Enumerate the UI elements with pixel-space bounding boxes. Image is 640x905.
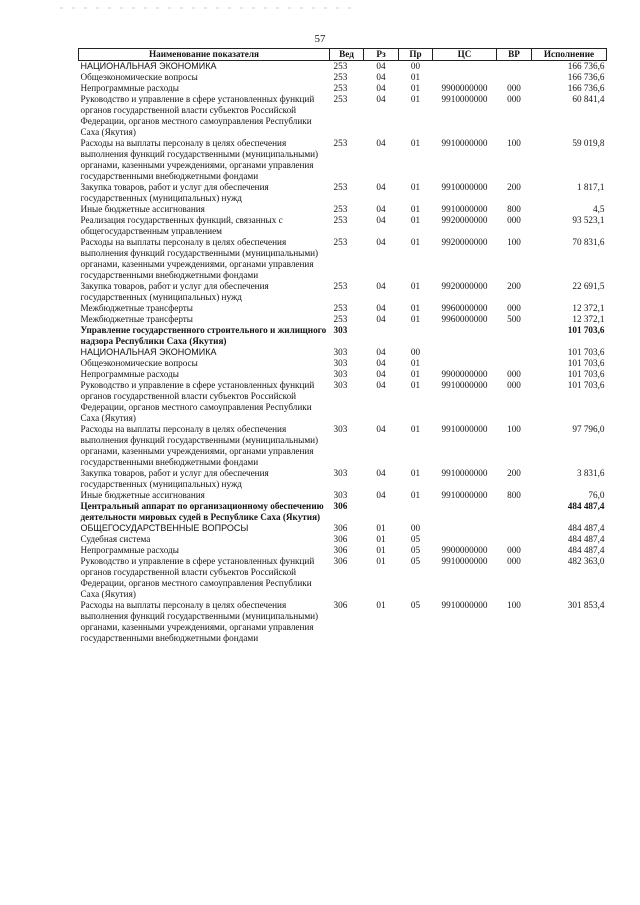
table-row <box>79 314 607 325</box>
row-rz: 01 <box>376 523 386 533</box>
row-ved: 253 <box>333 94 348 104</box>
row-rz: 04 <box>376 182 386 192</box>
row-pr: 01 <box>410 215 421 225</box>
row-ved: 303 <box>333 369 348 379</box>
row-ved: 253 <box>333 182 348 192</box>
row-rz: 04 <box>376 83 386 93</box>
header-exec: Исполнение <box>532 49 607 61</box>
row-name: Непрограммные расходы <box>80 83 179 93</box>
row-exec: 101 703,6 <box>567 380 605 390</box>
row-rz <box>364 325 399 347</box>
row-vr: 100 <box>507 237 521 247</box>
header-vr: ВР <box>497 49 532 61</box>
row-vr: 000 <box>507 545 521 555</box>
table-body <box>79 61 607 645</box>
row-rz: 01 <box>376 534 386 544</box>
budget-table <box>78 48 607 644</box>
header-pr: Пр <box>399 49 433 61</box>
row-name: Расходы на выплаты персоналу в целях обеспечения выполнения функций государственными (муниципальными) органами, казенными учреждениями, органами управления государственными внебюджетными фондами <box>80 424 319 467</box>
header-rz: Рз <box>364 49 399 61</box>
table-row <box>79 424 607 468</box>
row-cs: 9910000000 <box>441 138 488 148</box>
row-cs <box>433 72 497 83</box>
row-rz: 04 <box>376 281 386 291</box>
row-ved: 306 <box>333 600 348 610</box>
row-name: Руководство и управление в сфере установленных функций органов государственной власти субъектов Российской Федерации, органов местного самоуправления Республики Саха (Якутия) <box>80 380 315 423</box>
row-name: Иные бюджетные ассигнования <box>80 204 205 214</box>
row-rz: 04 <box>376 347 386 357</box>
row-vr: 800 <box>507 490 521 500</box>
row-rz: 04 <box>376 380 386 390</box>
row-rz: 01 <box>376 556 386 566</box>
row-pr: 05 <box>410 545 421 555</box>
row-name: Непрограммные расходы <box>80 369 179 379</box>
row-vr <box>497 347 532 358</box>
row-cs: 9910000000 <box>441 468 488 478</box>
row-exec: 76,0 <box>588 490 605 500</box>
row-vr <box>497 61 532 73</box>
row-vr: 200 <box>507 468 521 478</box>
row-vr: 800 <box>507 204 521 214</box>
row-rz: 04 <box>376 72 386 82</box>
row-exec: 101 703,6 <box>567 369 605 379</box>
row-ved: 306 <box>333 556 348 566</box>
row-pr: 01 <box>410 380 421 390</box>
row-vr: 000 <box>507 215 521 225</box>
row-rz: 01 <box>376 545 386 555</box>
row-pr: 05 <box>410 534 421 544</box>
table-row <box>79 545 607 556</box>
row-ved: 303 <box>333 424 348 434</box>
row-vr <box>497 501 532 523</box>
row-exec: 1 817,1 <box>576 182 605 192</box>
row-cs <box>433 325 497 347</box>
row-cs: 9920000000 <box>441 237 488 247</box>
row-ved: 253 <box>333 215 348 225</box>
row-cs: 9910000000 <box>441 380 488 390</box>
table-row <box>79 325 607 347</box>
row-ved: 306 <box>333 545 348 555</box>
row-name: Центральный аппарат по организационному обеспечению деятельности мировых судей в Республике Саха (Якутия) <box>80 501 324 522</box>
row-name: Межбюджетные трансферты <box>80 303 193 313</box>
row-rz: 04 <box>376 358 386 368</box>
table-row <box>79 468 607 490</box>
row-ved: 306 <box>333 501 348 511</box>
header-name: Наименование показателя <box>79 49 330 61</box>
row-cs <box>433 358 497 369</box>
header-ved: Вед <box>330 49 364 61</box>
row-vr <box>497 72 532 83</box>
row-pr: 05 <box>410 556 421 566</box>
row-ved: 303 <box>333 347 348 357</box>
table-row <box>79 534 607 545</box>
table-row <box>79 501 607 523</box>
row-pr: 01 <box>410 358 421 368</box>
row-cs <box>433 61 497 73</box>
row-pr: 01 <box>410 237 421 247</box>
row-ved: 306 <box>333 523 348 533</box>
table-row <box>79 61 607 73</box>
row-ved: 303 <box>333 358 348 368</box>
table-row <box>79 358 607 369</box>
row-cs: 9920000000 <box>441 215 488 225</box>
row-exec: 166 736,6 <box>567 83 605 93</box>
row-pr: 01 <box>410 424 421 434</box>
row-pr: 00 <box>410 347 421 357</box>
row-vr: 000 <box>507 369 521 379</box>
row-exec: 484 487,4 <box>567 523 605 533</box>
row-cs: 9920000000 <box>441 281 488 291</box>
row-name: Закупка товаров, работ и услуг для обеспечения государственных (муниципальных) нужд <box>80 182 269 203</box>
row-pr: 01 <box>410 72 421 82</box>
table-row <box>79 237 607 281</box>
row-vr <box>497 325 532 347</box>
row-exec: 12 372,1 <box>572 314 605 324</box>
row-exec: 484 487,4 <box>567 501 605 511</box>
row-ved: 303 <box>333 380 348 390</box>
row-cs: 9910000000 <box>441 600 488 610</box>
row-vr <box>497 358 532 369</box>
row-rz: 04 <box>376 94 386 104</box>
row-vr <box>497 523 532 534</box>
row-pr <box>399 501 433 523</box>
row-exec: 101 703,6 <box>567 325 605 335</box>
table-row <box>79 369 607 380</box>
row-name: Непрограммные расходы <box>80 545 179 555</box>
row-name: ОБЩЕГОСУДАРСТВЕННЫЕ ВОПРОСЫ <box>80 523 249 533</box>
table-row <box>79 94 607 138</box>
row-vr: 200 <box>507 281 521 291</box>
row-name: Общеэкономические вопросы <box>80 358 198 368</box>
row-rz: 04 <box>376 215 386 225</box>
row-cs: 9900000000 <box>441 369 488 379</box>
row-exec: 3 831,6 <box>576 468 605 478</box>
row-name: Управление государственного строительного и жилищного надзора Республики Саха (Якутия) <box>80 325 327 346</box>
row-pr: 01 <box>410 281 421 291</box>
row-vr: 000 <box>507 556 521 566</box>
row-name: Расходы на выплаты персоналу в целях обеспечения выполнения функций государственными (муниципальными) органами, казенными учреждениями, органами управления государственными внебюджетными фондами <box>80 600 319 643</box>
row-exec: 166 736,6 <box>567 72 605 82</box>
row-exec: 101 703,6 <box>567 358 605 368</box>
row-vr <box>497 534 532 545</box>
row-exec: 484 487,4 <box>567 534 605 544</box>
row-vr: 100 <box>507 424 521 434</box>
table-header <box>79 49 607 61</box>
table-row <box>79 347 607 358</box>
row-rz: 04 <box>376 424 386 434</box>
row-cs: 9960000000 <box>441 314 488 324</box>
row-name: Иные бюджетные ассигнования <box>80 490 205 500</box>
row-ved: 253 <box>333 314 348 324</box>
page-number: 57 <box>314 33 326 45</box>
table-row <box>79 138 607 182</box>
table-row <box>79 215 607 237</box>
row-pr: 01 <box>410 94 421 104</box>
row-rz: 04 <box>376 204 386 214</box>
row-ved: 303 <box>333 468 348 478</box>
row-exec: 482 363,0 <box>567 556 605 566</box>
row-vr: 000 <box>507 380 521 390</box>
table-row <box>79 204 607 215</box>
table-row <box>79 182 607 204</box>
row-pr: 00 <box>410 523 421 533</box>
row-exec: 60 841,4 <box>572 94 605 104</box>
row-exec: 101 703,6 <box>567 347 605 357</box>
row-rz: 04 <box>376 138 386 148</box>
row-ved: 253 <box>333 237 348 247</box>
row-vr: 500 <box>507 314 521 324</box>
row-exec: 301 853,4 <box>567 600 605 610</box>
header-cs: ЦС <box>433 49 497 61</box>
row-ved: 303 <box>333 325 348 335</box>
row-pr: 01 <box>410 468 421 478</box>
row-pr: 01 <box>410 490 421 500</box>
row-pr: 05 <box>410 600 421 610</box>
table-row <box>79 523 607 534</box>
row-rz: 04 <box>376 61 386 71</box>
table-row <box>79 556 607 600</box>
row-ved: 253 <box>333 204 348 214</box>
row-name: Руководство и управление в сфере установленных функций органов государственной власти субъектов Российской Федерации, органов местного самоуправления Республики Саха (Якутия) <box>80 556 315 599</box>
row-name: Межбюджетные трансферты <box>80 314 193 324</box>
row-rz: 04 <box>376 490 386 500</box>
row-cs: 9910000000 <box>441 556 488 566</box>
table-row <box>79 490 607 501</box>
row-cs <box>433 347 497 358</box>
table-row <box>79 600 607 644</box>
row-rz <box>364 501 399 523</box>
row-pr: 01 <box>410 369 421 379</box>
row-pr <box>399 325 433 347</box>
row-cs: 9910000000 <box>441 182 488 192</box>
row-name: Закупка товаров, работ и услуг для обеспечения государственных (муниципальных) нужд <box>80 468 269 489</box>
row-rz: 04 <box>376 369 386 379</box>
row-name: Руководство и управление в сфере установленных функций органов государственной власти субъектов Российской Федерации, органов местного самоуправления Республики Саха (Якутия) <box>80 94 315 137</box>
row-name: Общеэкономические вопросы <box>80 72 198 82</box>
row-exec: 97 796,0 <box>572 424 605 434</box>
row-pr: 01 <box>410 303 421 313</box>
row-cs <box>433 501 497 523</box>
row-ved: 253 <box>333 138 348 148</box>
row-pr: 00 <box>410 61 421 71</box>
row-ved: 253 <box>333 83 348 93</box>
row-vr: 000 <box>507 303 521 313</box>
row-exec: 4,5 <box>593 204 605 214</box>
row-cs: 9900000000 <box>441 83 488 93</box>
row-exec: 70 831,6 <box>572 237 605 247</box>
row-name: Судебная система <box>80 534 151 544</box>
row-ved: 306 <box>333 534 348 544</box>
row-exec: 12 372,1 <box>572 303 605 313</box>
row-rz: 04 <box>376 314 386 324</box>
row-ved: 253 <box>333 281 348 291</box>
row-pr: 01 <box>410 204 421 214</box>
row-name: Расходы на выплаты персоналу в целях обеспечения выполнения функций государственными (муниципальными) органами, казенными учреждениями, органами управления государственными внебюджетными фондами <box>80 138 319 181</box>
row-cs <box>433 534 497 545</box>
row-rz: 04 <box>376 468 386 478</box>
table-row <box>79 83 607 94</box>
scan-artifact-line <box>60 6 360 10</box>
row-vr: 100 <box>507 600 521 610</box>
row-cs: 9960000000 <box>441 303 488 313</box>
row-exec: 484 487,4 <box>567 545 605 555</box>
row-rz: 04 <box>376 237 386 247</box>
row-exec: 93 523,1 <box>572 215 605 225</box>
row-pr: 01 <box>410 314 421 324</box>
table-row <box>79 380 607 424</box>
row-exec: 59 019,8 <box>572 138 605 148</box>
row-vr: 100 <box>507 138 521 148</box>
row-ved: 253 <box>333 61 348 71</box>
row-pr: 01 <box>410 83 421 93</box>
row-vr: 200 <box>507 182 521 192</box>
row-name: НАЦИОНАЛЬНАЯ ЭКОНОМИКА <box>80 347 217 357</box>
row-name: НАЦИОНАЛЬНАЯ ЭКОНОМИКА <box>80 61 217 71</box>
table-row <box>79 281 607 303</box>
row-exec: 22 691,5 <box>572 281 605 291</box>
row-exec: 166 736,6 <box>567 61 605 71</box>
row-cs: 9900000000 <box>441 545 488 555</box>
row-name: Расходы на выплаты персоналу в целях обеспечения выполнения функций государственными (муниципальными) органами, казенными учреждениями, органами управления государственными внебюджетными фондами <box>80 237 319 280</box>
row-name: Закупка товаров, работ и услуг для обеспечения государственных (муниципальных) нужд <box>80 281 269 302</box>
row-cs: 9910000000 <box>441 204 488 214</box>
row-cs <box>433 523 497 534</box>
row-cs: 9910000000 <box>441 424 488 434</box>
row-vr: 000 <box>507 94 521 104</box>
row-cs: 9910000000 <box>441 94 488 104</box>
row-pr: 01 <box>410 182 421 192</box>
row-name: Реализация государственных функций, связанных с общегосударственным управлением <box>80 215 283 236</box>
row-ved: 253 <box>333 303 348 313</box>
row-vr: 000 <box>507 83 521 93</box>
row-pr: 01 <box>410 138 421 148</box>
row-ved: 303 <box>333 490 348 500</box>
table-row <box>79 303 607 314</box>
row-rz: 01 <box>376 600 386 610</box>
row-ved: 253 <box>333 72 348 82</box>
row-cs: 9910000000 <box>441 490 488 500</box>
table-row <box>79 72 607 83</box>
row-rz: 04 <box>376 303 386 313</box>
